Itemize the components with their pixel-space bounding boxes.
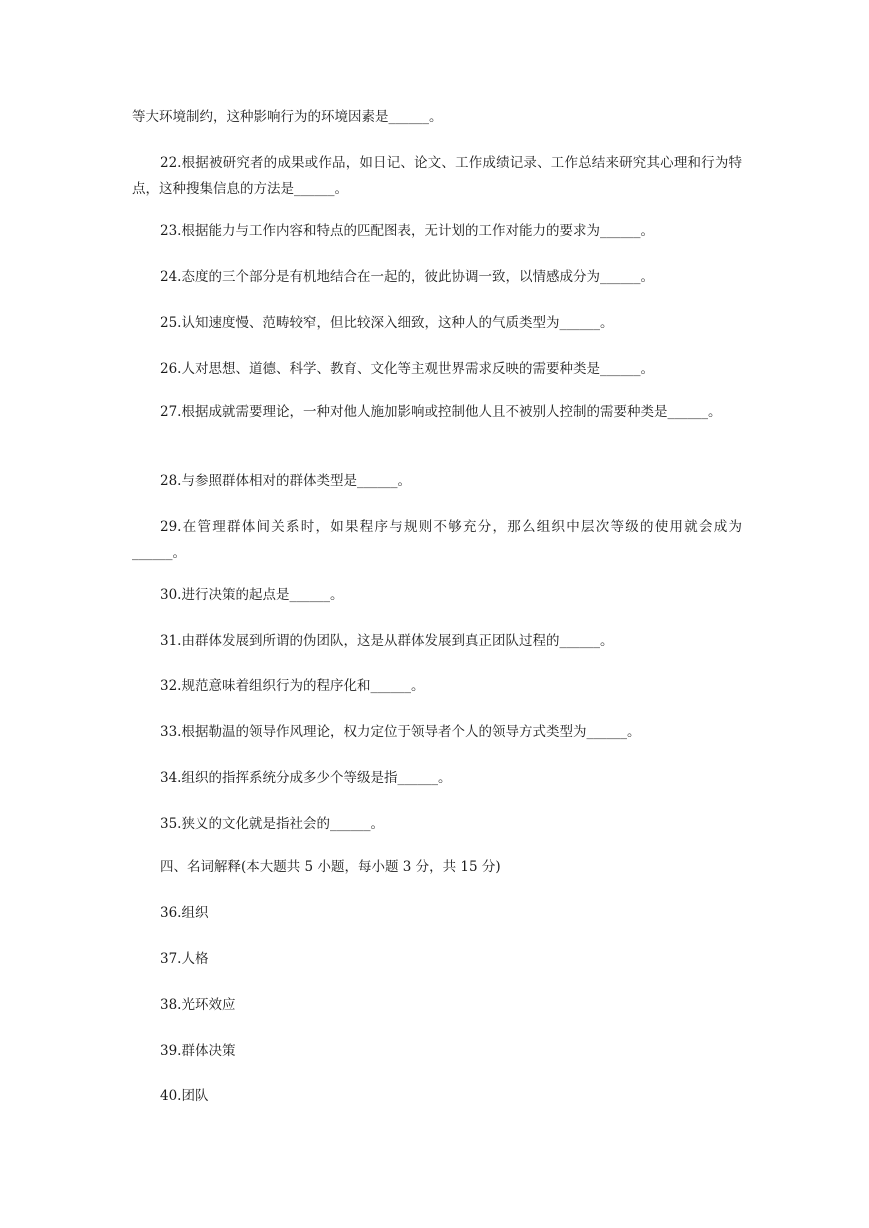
term-39: 39.群体决策: [160, 1043, 236, 1059]
term-38: 38.光环效应: [160, 997, 236, 1013]
question-22: 22.根据被研究者的成果或作品，如日记、论文、工作成绩记录、工作总结来研究其心理和行为特点，这种搜集信息的方法是______。: [132, 155, 742, 197]
question-25: 25.认知速度慢、范畴较窄，但比较深入细致，这种人的气质类型为______。: [160, 315, 614, 331]
question-23: 23.根据能力与工作内容和特点的匹配图表，无计划的工作对能力的要求为______。: [160, 223, 654, 239]
question-34: 34.组织的指挥系统分成多少个等级是指______。: [160, 770, 452, 786]
question-33: 33.根据勒温的领导作风理论，权力定位于领导者个人的领导方式类型为______。: [160, 724, 641, 740]
question-30: 30.进行决策的起点是______。: [160, 587, 344, 603]
term-37: 37.人格: [160, 951, 209, 967]
question-31: 31.由群体发展到所谓的伪团队，这是从群体发展到真正团队过程的______。: [160, 633, 614, 649]
question-28: 28.与参照群体相对的群体类型是______。: [160, 473, 411, 489]
continuation-text: 等大环境制约，这种影响行为的环境因素是______。: [132, 109, 443, 125]
term-36: 36.组织: [160, 905, 209, 921]
question-35: 35.狭义的文化就是指社会的______。: [160, 816, 384, 832]
term-40: 40.团队: [160, 1088, 209, 1104]
question-29: 29.在管理群体间关系时，如果程序与规则不够充分，那么组织中层次等级的使用就会成为______。: [132, 519, 742, 561]
question-32: 32.规范意味着组织行为的程序化和______。: [160, 678, 425, 694]
question-24: 24.态度的三个部分是有机地结合在一起的，彼此协调一致，以情感成分为______。: [160, 269, 654, 285]
question-27: 27.根据成就需要理论，一种对他人施加影响或控制他人且不被别人控制的需要种类是______。: [160, 404, 722, 420]
question-26: 26.人对思想、道德、科学、教育、文化等主观世界需求反映的需要种类是______。: [160, 361, 654, 377]
section-heading: 四、名词解释(本大题共 5 小题，每小题 3 分，共 15 分): [160, 859, 501, 875]
